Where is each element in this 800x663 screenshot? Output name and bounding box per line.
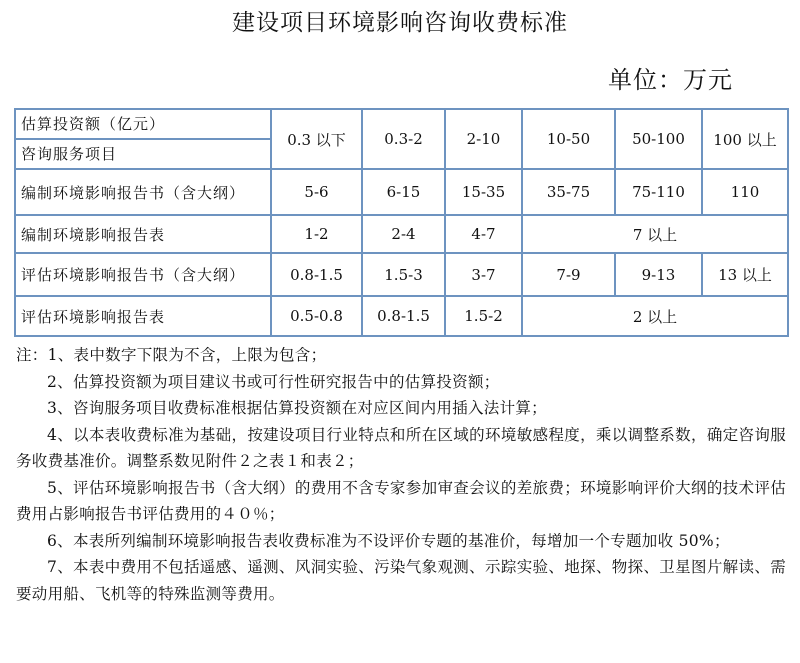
note-item: 4、以本表收费标准为基础，按建设项目行业特点和所在区域的环境敏感程度，乘以调整系数，确定咨询服务收费基准价。调整系数见附件２之表１和表２； [16, 425, 786, 470]
fee-cell: 0.5-0.8 [271, 296, 362, 336]
table-row [15, 215, 788, 253]
range-header: 100 以上 [702, 109, 788, 169]
fee-table [14, 108, 789, 337]
fee-cell: 1.5-2 [445, 296, 522, 336]
fee-cell: 13 以上 [702, 253, 788, 296]
notes-section [16, 342, 786, 607]
fee-cell: 6-15 [362, 169, 445, 215]
fee-cell: 110 [702, 169, 788, 215]
row-label: 编制环境影响报告书（含大纲） [15, 169, 271, 215]
row-label: 评估环境影响报告表 [15, 296, 271, 336]
fee-cell-merged: 7 以上 [522, 215, 788, 253]
fee-cell: 7-9 [522, 253, 615, 296]
note-item: 2、估算投资额为项目建议书或可行性研究报告中的估算投资额； [47, 372, 500, 391]
unit-label: 单位：万元 [608, 66, 733, 94]
table-row [15, 296, 788, 336]
fee-cell: 15-35 [445, 169, 522, 215]
header-diagonal-cell [15, 109, 271, 169]
fee-cell: 35-75 [522, 169, 615, 215]
header-service-label: 咨询服务项目 [21, 145, 118, 163]
fee-cell: 3-7 [445, 253, 522, 296]
fee-cell-merged: 2 以上 [522, 296, 788, 336]
table-header-row [15, 109, 788, 169]
fee-cell: 75-110 [615, 169, 702, 215]
table-row [15, 253, 788, 296]
note-item: 7、本表中费用不包括遥感、遥测、风洞实验、污染气象观测、示踪实验、地探、物探、卫星图片解读、需要动用船、飞机等的特殊监测等费用。 [16, 558, 786, 603]
range-header: 0.3-2 [362, 109, 445, 169]
range-header: 0.3 以下 [271, 109, 362, 169]
fee-cell: 2-4 [362, 215, 445, 253]
fee-cell: 9-13 [615, 253, 702, 296]
note-item: 5、评估环境影响报告书（含大纲）的费用不含专家参加审查会议的差旅费；环境影响评价大纲的技术评估费用占影响报告书评估费用的４０％； [16, 478, 786, 523]
fee-cell: 1.5-3 [362, 253, 445, 296]
range-header: 10-50 [522, 109, 615, 169]
fee-cell: 4-7 [445, 215, 522, 253]
range-header: 2-10 [445, 109, 522, 169]
note-item: 3、咨询服务项目收费标准根据估算投资额在对应区间内用插入法计算； [47, 399, 547, 417]
fee-cell: 0.8-1.5 [362, 296, 445, 336]
range-header: 50-100 [615, 109, 702, 169]
note-item: 注：1、表中数字下限为不含，上限为包含； [16, 346, 327, 364]
fee-cell: 1-2 [271, 215, 362, 253]
row-label: 评估环境影响报告书（含大纲） [15, 253, 271, 296]
table-row [15, 169, 788, 215]
fee-cell: 5-6 [271, 169, 362, 215]
header-investment-label: 估算投资额（亿元） [16, 110, 270, 140]
note-item: 6、本表所列编制环境影响报告表收费标准为不设评价专题的基准价，每增加一个专题加收 50%； [47, 531, 730, 550]
row-label: 编制环境影响报告表 [15, 215, 271, 253]
page-title: 建设项目环境影响咨询收费标准 [232, 10, 568, 36]
fee-cell: 0.8-1.5 [271, 253, 362, 296]
